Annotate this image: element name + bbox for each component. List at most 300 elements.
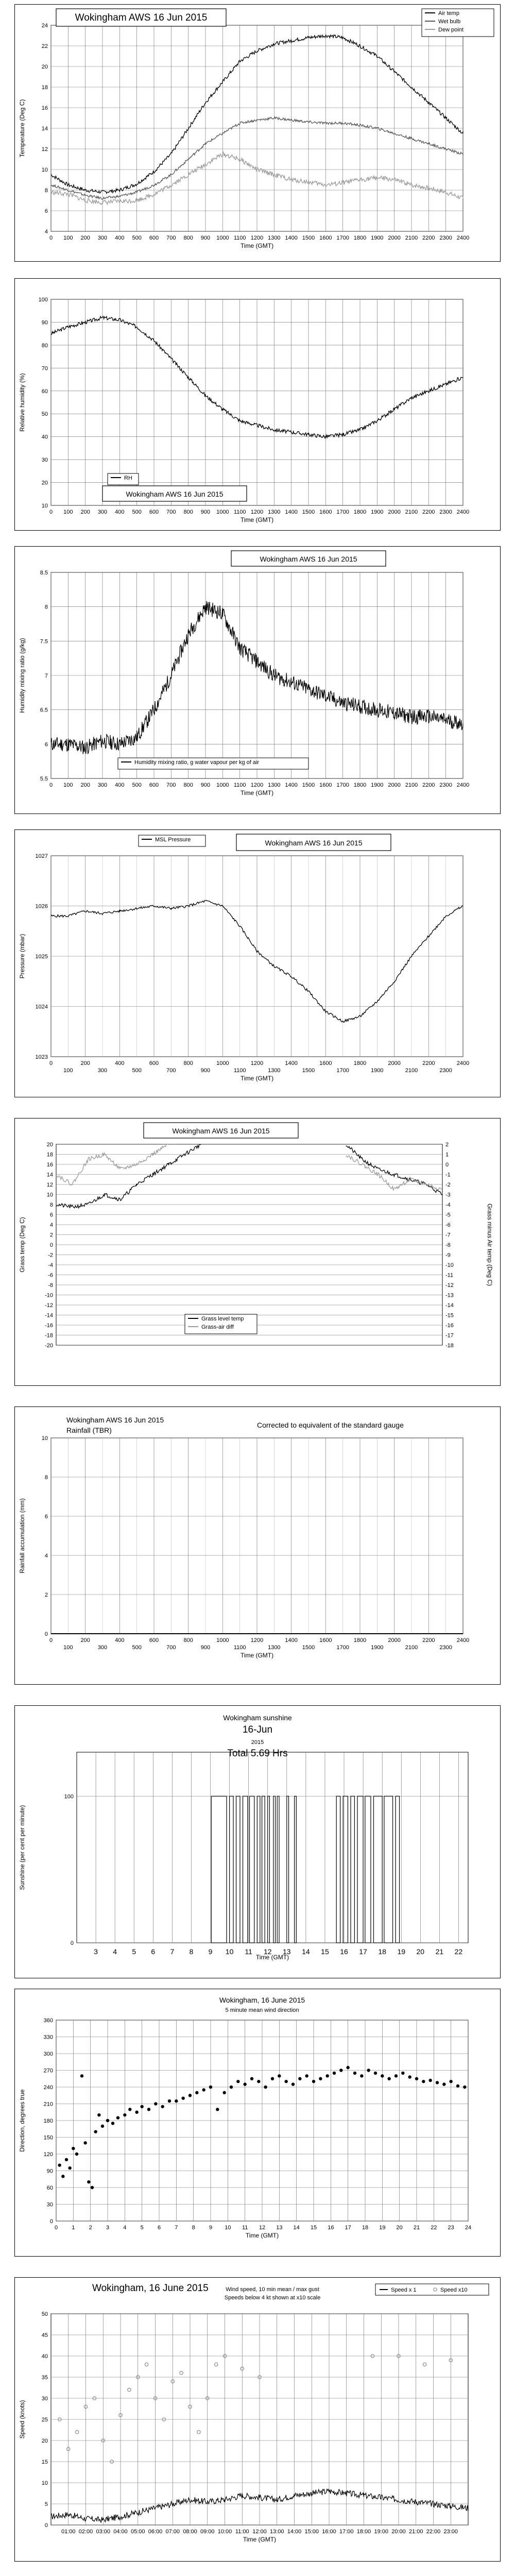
- sunshine-bar: [365, 1796, 371, 1943]
- y2-axis-label: Grass minus Air temp (Deg C): [486, 1203, 493, 1286]
- temperature-chart-svg: [15, 5, 500, 261]
- plot-frame: [77, 1752, 468, 1943]
- x-tick-label: 1500: [302, 782, 315, 788]
- rainfall-chart-svg: [15, 1407, 500, 1684]
- chart-title: Wokingham, 16 June 2015: [219, 1996, 305, 2004]
- x-tick-label: 1: [72, 2225, 75, 2231]
- x-tick-label: 2100: [405, 235, 418, 241]
- x-tick-label: 500: [132, 235, 142, 241]
- x-tick-label: 1200: [250, 235, 264, 241]
- chart-year: 2015: [251, 1739, 264, 1745]
- x-axis-label: Time (GMT): [245, 2232, 279, 2239]
- y-axis-label: Direction, degrees true: [19, 2089, 26, 2152]
- x-tick-label: 800: [183, 782, 193, 788]
- x-tick-label: 900: [200, 1067, 211, 1074]
- x-tick-label: 1800: [353, 509, 367, 515]
- x-tick-label: 800: [183, 235, 193, 241]
- x-tick-label: 17: [359, 1947, 367, 1956]
- wind-direction-point: [68, 2166, 71, 2170]
- x-axis-label: Time (GMT): [243, 2536, 277, 2543]
- legend-label: RH: [124, 475, 132, 481]
- y-tick-label: 2: [44, 1592, 48, 1598]
- y-tick-label: 24: [41, 23, 48, 29]
- x-tick-label: 21: [413, 2225, 420, 2231]
- x-tick-label: 1700: [336, 1645, 349, 1651]
- wind-direction-point: [422, 2080, 425, 2083]
- x-tick-label: 22:00: [426, 2529, 441, 2535]
- x-tick-label: 0: [54, 2225, 58, 2231]
- x-tick-label: 3: [94, 1947, 98, 1956]
- wind-direction-point: [111, 2122, 114, 2125]
- x-tick-label: 6: [157, 2225, 161, 2231]
- y-tick-label: 8: [44, 188, 48, 194]
- x-tick-label: 9: [209, 2225, 213, 2231]
- x-tick-label: 16:00: [322, 2529, 336, 2535]
- wind-direction-point: [374, 2072, 377, 2075]
- x-tick-label: 1400: [285, 1637, 298, 1643]
- wind-direction-point: [271, 2077, 274, 2080]
- y2-tick-label: 2: [445, 1142, 449, 1148]
- y-tick-label: 18: [41, 84, 48, 91]
- y-tick-label: 6: [44, 741, 48, 748]
- x-tick-label: 1600: [319, 1637, 332, 1643]
- y-tick-label: 150: [43, 2134, 53, 2141]
- y-tick-label: 8: [49, 1202, 53, 1208]
- x-tick-label: 17: [345, 2225, 351, 2231]
- x-tick-label: 19:00: [374, 2529, 389, 2535]
- wind-direction-point: [161, 2105, 164, 2108]
- x-tick-label: 09:00: [200, 2529, 215, 2535]
- sunshine-bar: [295, 1796, 297, 1943]
- y-tick-label: 180: [43, 2118, 53, 2124]
- x-tick-label: 2300: [439, 1067, 452, 1074]
- x-tick-label: 11: [245, 1947, 252, 1956]
- y-tick-label: 40: [41, 434, 48, 440]
- x-tick-label: 500: [132, 509, 142, 515]
- y2-tick-label: -15: [445, 1312, 454, 1319]
- wind-direction-point: [128, 2108, 131, 2111]
- x-tick-label: 7: [175, 2225, 178, 2231]
- speed-x10-point: [423, 2363, 426, 2366]
- speed-x10-point: [214, 2363, 217, 2366]
- x-tick-label: 5: [132, 1947, 136, 1956]
- wind-direction-point: [147, 2108, 150, 2111]
- y2-tick-label: -6: [445, 1222, 451, 1228]
- x-tick-label: 1000: [216, 782, 229, 788]
- x-tick-label: 10: [225, 1947, 234, 1956]
- wind-direction-point: [284, 2080, 287, 2083]
- y-tick-label: 0: [44, 1631, 48, 1637]
- y-tick-label: -14: [45, 1312, 53, 1319]
- humidity-chart-svg: [15, 279, 500, 530]
- wind-direction-point: [101, 2125, 104, 2128]
- y-tick-label: 8.5: [40, 570, 48, 576]
- y-tick-label: 8: [44, 604, 48, 611]
- x-tick-label: 5: [140, 2225, 144, 2231]
- wind-direction-point: [75, 2153, 78, 2156]
- x-tick-label: 08:00: [183, 2529, 197, 2535]
- y-tick-label: 12: [46, 1182, 53, 1188]
- x-tick-label: 21: [435, 1947, 444, 1956]
- x-tick-label: 2: [89, 2225, 92, 2231]
- sunshine-bar: [262, 1796, 265, 1943]
- y2-tick-label: -17: [445, 1332, 454, 1339]
- y-tick-label: 40: [41, 2353, 48, 2360]
- legend-box: [108, 473, 139, 485]
- x-tick-label: 2100: [405, 1645, 418, 1651]
- x-tick-label: 600: [149, 235, 159, 241]
- x-tick-label: 1300: [268, 1645, 281, 1651]
- x-tick-label: 1600: [319, 509, 332, 515]
- y-tick-label: 240: [43, 2084, 53, 2091]
- y-tick-label: -16: [45, 1323, 53, 1329]
- x-tick-label: 20:00: [391, 2529, 406, 2535]
- wind-direction-point: [449, 2080, 452, 2083]
- chart-title: Wokingham AWS 16 Jun 2015: [260, 555, 357, 563]
- sunshine-bar: [357, 1796, 363, 1943]
- chart-subtitle: 16-Jun: [242, 1724, 273, 1735]
- x-tick-label: 12:00: [252, 2529, 267, 2535]
- x-tick-label: 200: [80, 509, 90, 515]
- sunshine-bar: [396, 1796, 399, 1943]
- y2-tick-label: -16: [445, 1323, 454, 1329]
- x-tick-label: 03:00: [96, 2529, 111, 2535]
- y2-tick-label: -13: [445, 1292, 454, 1299]
- y-tick-label: 0: [70, 1940, 74, 1946]
- wind-direction-point: [428, 2079, 432, 2082]
- sunshine-bar: [257, 1796, 260, 1943]
- x-tick-label: 1400: [285, 509, 298, 515]
- chart-subtitle: 5 minute mean wind direction: [225, 2007, 299, 2013]
- x-tick-label: 2200: [422, 235, 435, 241]
- wind-direction-point: [83, 2141, 87, 2144]
- x-tick-label: 300: [97, 1067, 108, 1074]
- y-tick-label: -6: [48, 1272, 53, 1279]
- y-tick-label: 10: [41, 2480, 48, 2486]
- legend-label: Dew point: [438, 27, 464, 33]
- wind-direction-point: [346, 2066, 349, 2069]
- rainfall-chart: [14, 1406, 501, 1685]
- y-tick-label: 20: [41, 480, 48, 486]
- speed-x10-point: [180, 2371, 183, 2375]
- x-tick-label: 1400: [285, 1060, 298, 1066]
- x-tick-label: 15:00: [304, 2529, 319, 2535]
- x-tick-label: 05:00: [130, 2529, 145, 2535]
- y2-tick-label: -14: [445, 1302, 454, 1309]
- x-tick-label: 2200: [422, 1060, 435, 1066]
- y-tick-label: 22: [41, 43, 48, 49]
- x-tick-label: 800: [183, 509, 193, 515]
- y-tick-label: 8: [44, 1475, 48, 1481]
- legend-label: Speed x10: [440, 2287, 468, 2293]
- x-tick-label: 700: [166, 1067, 176, 1074]
- wind-direction-point: [367, 2069, 370, 2072]
- x-tick-label: 400: [115, 1060, 125, 1066]
- y2-tick-label: -1: [445, 1172, 451, 1178]
- x-tick-label: 02:00: [78, 2529, 93, 2535]
- x-tick-label: 1000: [216, 235, 229, 241]
- wind-direction-point: [181, 2096, 184, 2099]
- x-tick-label: 22: [454, 1947, 463, 1956]
- x-axis-label: Time (GMT): [240, 516, 274, 523]
- wind-direction-point: [209, 2086, 212, 2089]
- wind-speed-chart-svg: [15, 2278, 500, 2561]
- wind-direction-point: [264, 2086, 267, 2089]
- x-tick-label: 800: [183, 1060, 193, 1066]
- x-tick-label: 0: [49, 235, 53, 241]
- x-tick-label: 1700: [336, 782, 349, 788]
- y2-tick-label: -10: [445, 1262, 454, 1268]
- x-tick-label: 900: [200, 1645, 211, 1651]
- legend-label: Grass level temp: [201, 1316, 244, 1322]
- sunshine-bar: [250, 1796, 254, 1943]
- wind-direction-point: [58, 2163, 61, 2166]
- x-tick-label: 0: [49, 782, 53, 788]
- x-tick-label: 1900: [371, 782, 384, 788]
- y-tick-label: 100: [64, 1793, 74, 1800]
- wind-direction-point: [116, 2116, 119, 2119]
- x-tick-label: 1800: [353, 1060, 367, 1066]
- x-tick-label: 2300: [439, 782, 452, 788]
- wind-speed-chart: [14, 2277, 501, 2562]
- x-tick-label: 900: [200, 235, 211, 241]
- x-tick-label: 300: [97, 1645, 108, 1651]
- y2-tick-label: -7: [445, 1232, 451, 1239]
- sunshine-bar: [336, 1796, 340, 1943]
- chart-title: Wokingham AWS 16 Jun 2015: [66, 1416, 164, 1424]
- wind-direction-point: [312, 2080, 315, 2083]
- y-tick-label: 4: [49, 1222, 53, 1228]
- x-tick-label: 900: [200, 509, 211, 515]
- y2-tick-label: -3: [445, 1192, 451, 1198]
- y-tick-label: 60: [46, 2185, 53, 2191]
- y-tick-label: 60: [41, 388, 48, 395]
- y2-tick-label: -8: [445, 1242, 451, 1248]
- x-tick-label: 13: [276, 2225, 283, 2231]
- x-tick-label: 2000: [388, 509, 401, 515]
- y-tick-label: 1024: [35, 1004, 48, 1010]
- x-tick-label: 10:00: [217, 2529, 232, 2535]
- wind-direction-point: [456, 2084, 459, 2088]
- x-tick-label: 200: [80, 235, 90, 241]
- y-axis-label: Relative humidity (%): [19, 373, 26, 432]
- wind-direction-point: [333, 2072, 336, 2075]
- x-tick-label: 700: [166, 235, 176, 241]
- wind-direction-point: [442, 2082, 445, 2086]
- y-tick-label: 7: [44, 673, 48, 679]
- y-tick-label: 4: [44, 229, 48, 235]
- x-tick-label: 6: [151, 1947, 156, 1956]
- y-tick-label: 5: [44, 2501, 48, 2507]
- x-axis-label: Time (GMT): [240, 1652, 274, 1659]
- y-tick-label: 330: [43, 2034, 53, 2041]
- x-tick-label: 1300: [268, 1067, 281, 1074]
- mixing-ratio-chart-svg: [15, 547, 500, 814]
- chart-title: Wokingham AWS 16 Jun 2015: [265, 839, 363, 847]
- chart-subtitle: Rainfall (TBR): [66, 1426, 112, 1434]
- x-tick-label: 1300: [268, 509, 281, 515]
- x-tick-label: 2300: [439, 1645, 452, 1651]
- x-tick-label: 1800: [353, 782, 367, 788]
- x-tick-label: 1100: [233, 1645, 246, 1651]
- x-tick-label: 20: [416, 1947, 425, 1956]
- x-tick-label: 300: [97, 235, 108, 241]
- y-tick-label: 14: [41, 126, 48, 132]
- y-tick-label: 7.5: [40, 638, 48, 645]
- x-tick-label: 12: [263, 1947, 272, 1956]
- wind-direction-point: [91, 2186, 94, 2189]
- legend-label: Grass-air diff: [201, 1324, 234, 1330]
- chart-title: Wokingham AWS 16 Jun 2015: [75, 12, 208, 23]
- x-tick-label: 1900: [371, 1067, 384, 1074]
- y-tick-label: 12: [41, 146, 48, 152]
- y-tick-label: 16: [46, 1162, 53, 1168]
- x-tick-label: 1200: [250, 509, 264, 515]
- y-axis-label: Grass temp (Deg C): [19, 1217, 26, 1273]
- x-tick-label: 14: [293, 2225, 300, 2231]
- chart-title: Wokingham, 16 June 2015: [92, 2283, 209, 2294]
- wind-direction-point: [243, 2082, 246, 2086]
- wind-direction-point: [339, 2069, 342, 2072]
- x-tick-label: 1300: [268, 782, 281, 788]
- x-tick-label: 700: [166, 509, 176, 515]
- wind-direction-point: [80, 2074, 83, 2077]
- wind-direction-point: [436, 2081, 439, 2084]
- x-tick-label: 24: [465, 2225, 472, 2231]
- x-tick-label: 18: [362, 2225, 369, 2231]
- y-tick-label: 1027: [35, 853, 48, 859]
- wind-direction-point: [106, 2119, 109, 2122]
- x-axis-label: Time (GMT): [240, 242, 274, 249]
- x-tick-label: 2100: [405, 1067, 418, 1074]
- x-tick-label: 1500: [302, 1645, 315, 1651]
- x-tick-label: 1800: [353, 235, 367, 241]
- speed-x10-point: [75, 2430, 78, 2433]
- wind-direction-point: [387, 2077, 390, 2080]
- x-tick-label: 12: [259, 2225, 266, 2231]
- x-tick-label: 100: [63, 1067, 73, 1074]
- sunshine-chart-svg: [15, 1706, 500, 1978]
- legend-label: Humidity mixing ratio, g water vapour per kg of air: [134, 759, 260, 766]
- x-tick-label: 1900: [371, 235, 384, 241]
- sunshine-bar: [287, 1796, 289, 1943]
- x-tick-label: 500: [132, 1645, 142, 1651]
- y-tick-label: 300: [43, 2051, 53, 2057]
- x-tick-label: 1900: [371, 509, 384, 515]
- y-tick-label: 0: [44, 2522, 48, 2529]
- wind-direction-point: [202, 2088, 205, 2091]
- x-tick-label: 2200: [422, 1637, 435, 1643]
- y-tick-label: 50: [41, 2311, 48, 2317]
- x-tick-label: 21:00: [408, 2529, 423, 2535]
- y-axis-label: Temperature (Deg C): [19, 99, 26, 158]
- sunshine-bar: [384, 1796, 393, 1943]
- mixing-ratio-chart: [14, 546, 501, 814]
- chart-title: Wokingham sunshine: [223, 1714, 292, 1722]
- x-tick-label: 04:00: [113, 2529, 128, 2535]
- sunshine-bar: [211, 1796, 227, 1943]
- x-tick-label: 100: [63, 235, 73, 241]
- x-tick-label: 2300: [439, 509, 452, 515]
- y-tick-label: -8: [48, 1282, 53, 1289]
- y-tick-label: 270: [43, 2067, 53, 2074]
- x-tick-label: 1600: [319, 235, 332, 241]
- speed-x10-point: [145, 2363, 148, 2366]
- wind-direction-point: [298, 2077, 301, 2080]
- chart-title: Wokingham AWS 16 Jun 2015: [172, 1127, 270, 1135]
- x-tick-label: 400: [115, 782, 125, 788]
- wind-direction-point: [291, 2082, 295, 2086]
- legend-label: MSL Pressure: [155, 837, 191, 843]
- wind-direction-point: [175, 2099, 178, 2103]
- x-tick-label: 100: [63, 1645, 73, 1651]
- x-tick-label: 2400: [456, 782, 470, 788]
- y2-tick-label: -2: [445, 1182, 451, 1188]
- x-tick-label: 2200: [422, 782, 435, 788]
- sunshine-bar: [343, 1796, 348, 1943]
- x-tick-label: 1700: [336, 235, 349, 241]
- wind-direction-point: [381, 2074, 384, 2077]
- y2-tick-label: 0: [445, 1162, 449, 1168]
- x-tick-label: 600: [149, 782, 159, 788]
- wind-direction-point: [463, 2086, 466, 2089]
- pressure-chart: [14, 829, 501, 1097]
- x-tick-label: 22: [431, 2225, 437, 2231]
- wind-direction-point: [305, 2074, 308, 2077]
- y-tick-label: 18: [46, 1151, 53, 1158]
- legend-label: Wet bulb: [438, 19, 461, 25]
- y-tick-label: 210: [43, 2101, 53, 2108]
- y2-tick-label: -9: [445, 1252, 451, 1259]
- x-tick-label: 13:00: [269, 2529, 284, 2535]
- x-tick-label: 1600: [319, 1060, 332, 1066]
- x-tick-label: 1800: [353, 1637, 367, 1643]
- y-tick-label: -2: [48, 1252, 53, 1259]
- y2-tick-label: -18: [445, 1343, 454, 1349]
- x-tick-label: 2400: [456, 509, 470, 515]
- wind-direction-point: [230, 2086, 233, 2089]
- x-tick-label: 8: [189, 1947, 194, 1956]
- wind-direction-point: [97, 2113, 100, 2116]
- speed-x10-point: [197, 2430, 200, 2433]
- x-tick-label: 0: [49, 509, 53, 515]
- x-tick-label: 2400: [456, 1060, 470, 1066]
- y-tick-label: 30: [41, 2396, 48, 2402]
- y-tick-label: 16: [41, 105, 48, 111]
- x-axis-label: Time (GMT): [240, 1075, 274, 1082]
- x-tick-label: 2400: [456, 1637, 470, 1643]
- y2-tick-label: -5: [445, 1212, 451, 1218]
- x-tick-label: 8: [192, 2225, 195, 2231]
- x-tick-label: 1200: [250, 1637, 264, 1643]
- humidity-chart: [14, 278, 501, 531]
- y-tick-label: 10: [41, 1435, 48, 1442]
- sunshine-bar: [277, 1796, 279, 1943]
- y-tick-label: 120: [43, 2151, 53, 2158]
- sunshine-bar: [236, 1796, 240, 1943]
- y-tick-label: 25: [41, 2417, 48, 2423]
- sunshine-bar: [351, 1796, 354, 1943]
- wind-direction-point: [188, 2094, 192, 2097]
- x-tick-label: 2000: [388, 1637, 401, 1643]
- chart-note: Corrected to equivalent of the standard gauge: [257, 1421, 404, 1429]
- x-tick-label: 200: [80, 782, 90, 788]
- grass-temperature-chart: [14, 1118, 501, 1386]
- wind-direction-point: [61, 2175, 64, 2178]
- y-tick-label: 100: [38, 297, 48, 303]
- x-tick-label: 100: [63, 782, 73, 788]
- x-tick-label: 1600: [319, 782, 332, 788]
